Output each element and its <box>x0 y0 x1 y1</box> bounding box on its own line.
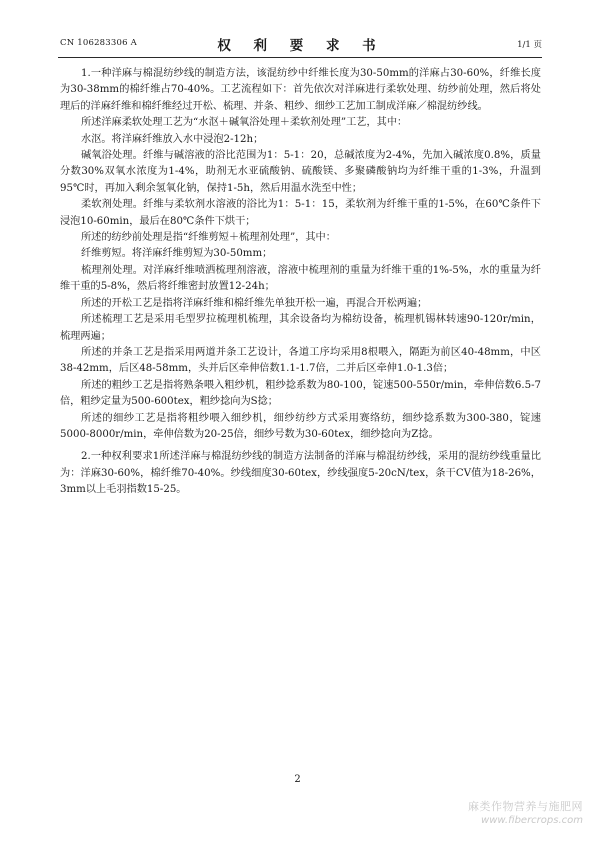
watermark-site-name: 麻类作物营养与施肥网 <box>468 800 583 813</box>
claim-paragraph: 所述的粗纱工艺是指将熟条喂入粗纱机，粗纱捻系数为80-100，锭速500-550r/min，牵伸倍数6.5-7倍，粗纱定量为500-600tex，粗纱捻向为S捻； <box>60 379 541 408</box>
page-number: 2 <box>294 774 301 785</box>
claim-paragraph: 2.一种权利要求1所述洋麻与棉混纺纱线的制造方法制备的洋麻与棉混纺纱线，采用的混纺纱线重量比为：洋麻30-60%，棉纤维70-40%。纱线细度30-60tex，纱线强度5-20cN/tex，条干CV值为18-26%，3mm以上毛羽指数15-25。 <box>60 451 541 496</box>
page-count: 1/1 页 <box>517 40 542 50</box>
watermark <box>468 800 583 828</box>
claim-paragraph: 所述的纺纱前处理是指“纤维剪短＋梳理剂处理”，其中： <box>81 232 336 244</box>
claim-paragraph: 所述的并条工艺是指采用两道并条工艺设计，各道工序均采用8根喂入，隔距为前区40-48mm，中区38-42mm，后区48-58mm，头并后区牵伸倍数1.1-1.7倍，二并后区牵伸1.0-1.3倍； <box>60 346 541 375</box>
watermark-url: www.fibercrops.com <box>481 815 583 826</box>
claim-paragraph: 1.一种洋麻与棉混纺纱线的制造方法，该混纺纱中纤维长度为30-50mm的洋麻占30-60%，纤维长度为30-38mm的棉纤维占70-40%。工艺流程如下：首先依次对洋麻进行柔软处理、纺纱前处理，然后将处理后的洋麻纤维和棉纤维经过开松、梳理、并条、粗纱、细纱工艺加工制成洋麻／棉混纺纱线。 <box>60 68 541 112</box>
claim-paragraph: 所述洋麻柔软处理工艺为“水沤＋碱氧浴处理＋柔软剂处理”工艺，其中： <box>81 117 408 129</box>
claim-paragraph: 水沤。将洋麻纤维放入水中浸泡2-12h； <box>81 133 264 145</box>
claim-paragraph: 所述的细纱工艺是指将粗纱喂入细纱机，细纱纺纱方式采用赛络纺，细纱捻系数为300-380，锭速5000-8000r/min，牵伸倍数为20-25倍，细纱号数为30-60tex，细纱捻向为Z捻。 <box>60 412 541 440</box>
header-divider <box>58 57 542 58</box>
claim-paragraph: 所述的开松工艺是指将洋麻纤维和棉纤维先单独开松一遍，再混合开松两遍； <box>81 297 428 309</box>
claims-body <box>60 66 541 499</box>
claim-paragraph: 所述梳理工艺是采用毛型罗拉梳理机梳理，其余设备均为棉纺设备，梳理机锡林转速90-120r/min，梳理两遍； <box>60 314 541 342</box>
claim-paragraph: 碱氧浴处理。纤维与碱溶液的浴比范围为1：5-1：20，总碱浓度为2-4%，先加入碱浓度0.8%，质量分数30%双氧水浓度为1-4%，助剂无水亚硫酸钠、硫酸镁、多聚磷酸钠均为纤维干重的1-3%，升温到95℃时，再加入剩余氢氧化钠，保持1-5h，然后用温水洗至中性； <box>60 150 541 194</box>
document-id: CN 106283306 A <box>60 38 137 48</box>
page-title: 权 利 要 求 书 <box>217 38 385 54</box>
claim-paragraph: 梳理剂处理。对洋麻纤维喷洒梳理剂溶液，溶液中梳理剂的重量为纤维干重的1%-5%，水的重量为纤维干重的5-8%，然后将纤维密封放置12-24h； <box>60 264 541 293</box>
claim-paragraph: 纤维剪短。将洋麻纤维剪短为30-50mm； <box>81 248 273 260</box>
claim-paragraph: 柔软剂处理。纤维与柔软剂水溶液的浴比为1：5-1：15，柔软剂为纤维干重的1-5%，在60℃条件下浸泡10-60min，最后在80℃条件下烘干； <box>60 199 541 227</box>
page-header <box>60 34 542 54</box>
